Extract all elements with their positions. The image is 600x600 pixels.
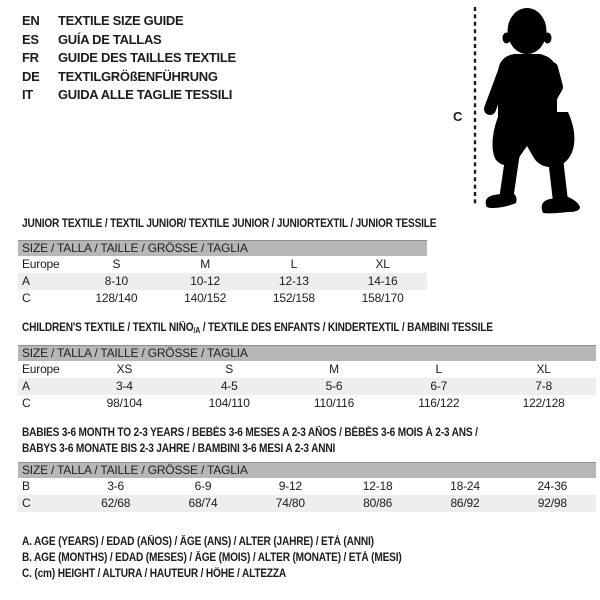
language-row-de [22, 68, 236, 87]
size-cell: 110/116 [313, 396, 355, 410]
language-code: IT [22, 87, 33, 103]
row-label: C [22, 291, 31, 305]
size-cell: 128/140 [95, 291, 138, 305]
size-cell: 80/86 [363, 496, 393, 510]
size-cell: 5-6 [325, 379, 343, 393]
table-row-b [18, 478, 596, 495]
baby-silhouette-shape [486, 8, 580, 213]
section-title-junior: JUNIOR TEXTILE / TEXTIL JUNIOR/ TEXTILE JUNIOR / JUNIORTEXTIL / JUNIOR TESSILE [22, 218, 437, 230]
size-cell: 8-10 [104, 274, 128, 288]
figure-height-label: C [453, 109, 463, 124]
section-title-babies-line2: BABYS 3-6 MONATE BIS 2-3 JAHRE / BAMBINI 3-6 MESI A 2-3 ANNI [22, 443, 336, 455]
row-label: B [22, 479, 30, 493]
size-header-band: SIZE / TALLA / TAILLE / GRÖSSE / TAGLIA [18, 462, 596, 478]
size-cell: 7-8 [535, 379, 552, 393]
size-cell: M [200, 257, 211, 271]
size-cell: 74/80 [275, 496, 305, 510]
table-row-c [18, 495, 596, 512]
size-cell: 10-12 [190, 274, 220, 288]
size-cell: 6-7 [430, 379, 448, 393]
size-cell: 116/122 [418, 396, 460, 410]
footnotes-block [22, 534, 453, 582]
baby-silhouette-icon [450, 2, 600, 214]
table-row-c [18, 395, 596, 412]
footnote-age-years: A. AGE (YEARS) / EDAD (AÑOS) / ÂGE (ANS) / ALTER (JAHRE) / ETÀ (ANNI) [22, 536, 374, 548]
row-label: A [22, 379, 30, 393]
language-code: EN [22, 13, 40, 28]
language-title: TEXTILGRÖßENFÜHRUNG [58, 68, 218, 84]
size-header-band: SIZE / TALLA / TAILLE / GRÖSSE / TAGLIA [18, 240, 427, 256]
row-label: A [22, 274, 30, 288]
children-size-table [18, 345, 596, 412]
size-cell: XL [536, 362, 551, 376]
size-cell: 18-24 [450, 479, 480, 493]
row-label: Europe [22, 257, 60, 271]
size-cell: 92/98 [537, 496, 567, 510]
size-cell: 9-12 [278, 479, 302, 493]
size-cell: S [225, 362, 234, 376]
language-row-it [22, 86, 236, 105]
row-label: Europe [22, 362, 60, 376]
baby-figure [450, 2, 600, 214]
size-cell: 3-6 [107, 479, 125, 493]
size-cell: 62/68 [101, 496, 131, 510]
size-cell: 4-5 [220, 379, 238, 393]
junior-size-table [18, 240, 427, 307]
size-cell: 98/104 [106, 396, 143, 410]
size-cell: 12-13 [279, 274, 309, 288]
size-cell: 6-9 [194, 479, 212, 493]
size-cell: M [329, 362, 339, 376]
babies-size-table [18, 462, 596, 512]
size-cell: L [290, 257, 298, 271]
table-row-c [18, 290, 427, 307]
size-cell: 158/170 [361, 291, 404, 305]
size-cell: 86/92 [450, 496, 480, 510]
language-row-en [22, 12, 236, 31]
language-title: TEXTILE SIZE GUIDE [58, 13, 184, 28]
row-label: C [22, 396, 31, 410]
table-row-europe [18, 256, 427, 273]
language-code: ES [22, 31, 39, 47]
title-part: / TEXTILE DES ENFANTS / KINDERTEXTIL / BAMBINI TESSILE [200, 322, 493, 334]
size-cell: 12-18 [362, 479, 393, 493]
language-title: GUIDE DES TAILLES TEXTILE [58, 50, 236, 66]
language-code: FR [22, 50, 39, 66]
size-cell: 24-36 [537, 479, 568, 493]
size-cell: L [435, 362, 443, 376]
title-subscript: /A [193, 326, 201, 335]
language-title-block [22, 12, 236, 105]
section-title-children [22, 322, 493, 335]
size-cell: 14-16 [367, 274, 398, 288]
footnote-height-cm: C. (cm) HEIGHT / ALTURA / HAUTEUR / HÖHE / ALTEZZA [22, 568, 287, 580]
size-cell: 68/74 [188, 496, 218, 510]
table-row-a [18, 273, 427, 290]
table-row-a [18, 378, 596, 395]
size-cell: XL [375, 257, 390, 271]
title-part: CHILDREN'S TEXTILE / TEXTIL NIÑO [22, 322, 194, 334]
size-cell: XS [116, 362, 133, 376]
table-row-europe [18, 361, 596, 378]
language-title: GUIDA ALLE TAGLIE TESSILI [58, 87, 233, 103]
size-cell: 140/152 [184, 291, 227, 305]
language-code: DE [22, 68, 40, 84]
size-cell: 3-4 [116, 379, 133, 393]
language-row-fr [22, 49, 236, 68]
section-title-babies-line1: BABIES 3-6 MONTH TO 2-3 YEARS / BEBÉS 3-6 MESES A 2-3 AÑOS / BÉBÉS 3-6 MOIS À 2-3 ANS / [22, 427, 478, 439]
size-header-band: SIZE / TALLA / TAILLE / GRÖSSE / TAGLIA [18, 345, 596, 361]
footnote-age-months: B. AGE (MONTHS) / EDAD (MESES) / ÂGE (MOIS) / ALTER (MONATE) / ETÀ (MESI) [22, 552, 402, 564]
size-cell: 152/158 [272, 291, 315, 305]
language-title: GUÍA DE TALLAS [58, 31, 162, 47]
row-label: C [22, 496, 31, 510]
language-row-es [22, 31, 236, 50]
size-cell: 104/110 [208, 396, 250, 410]
size-cell: 122/128 [522, 396, 565, 410]
size-cell: S [112, 257, 121, 271]
